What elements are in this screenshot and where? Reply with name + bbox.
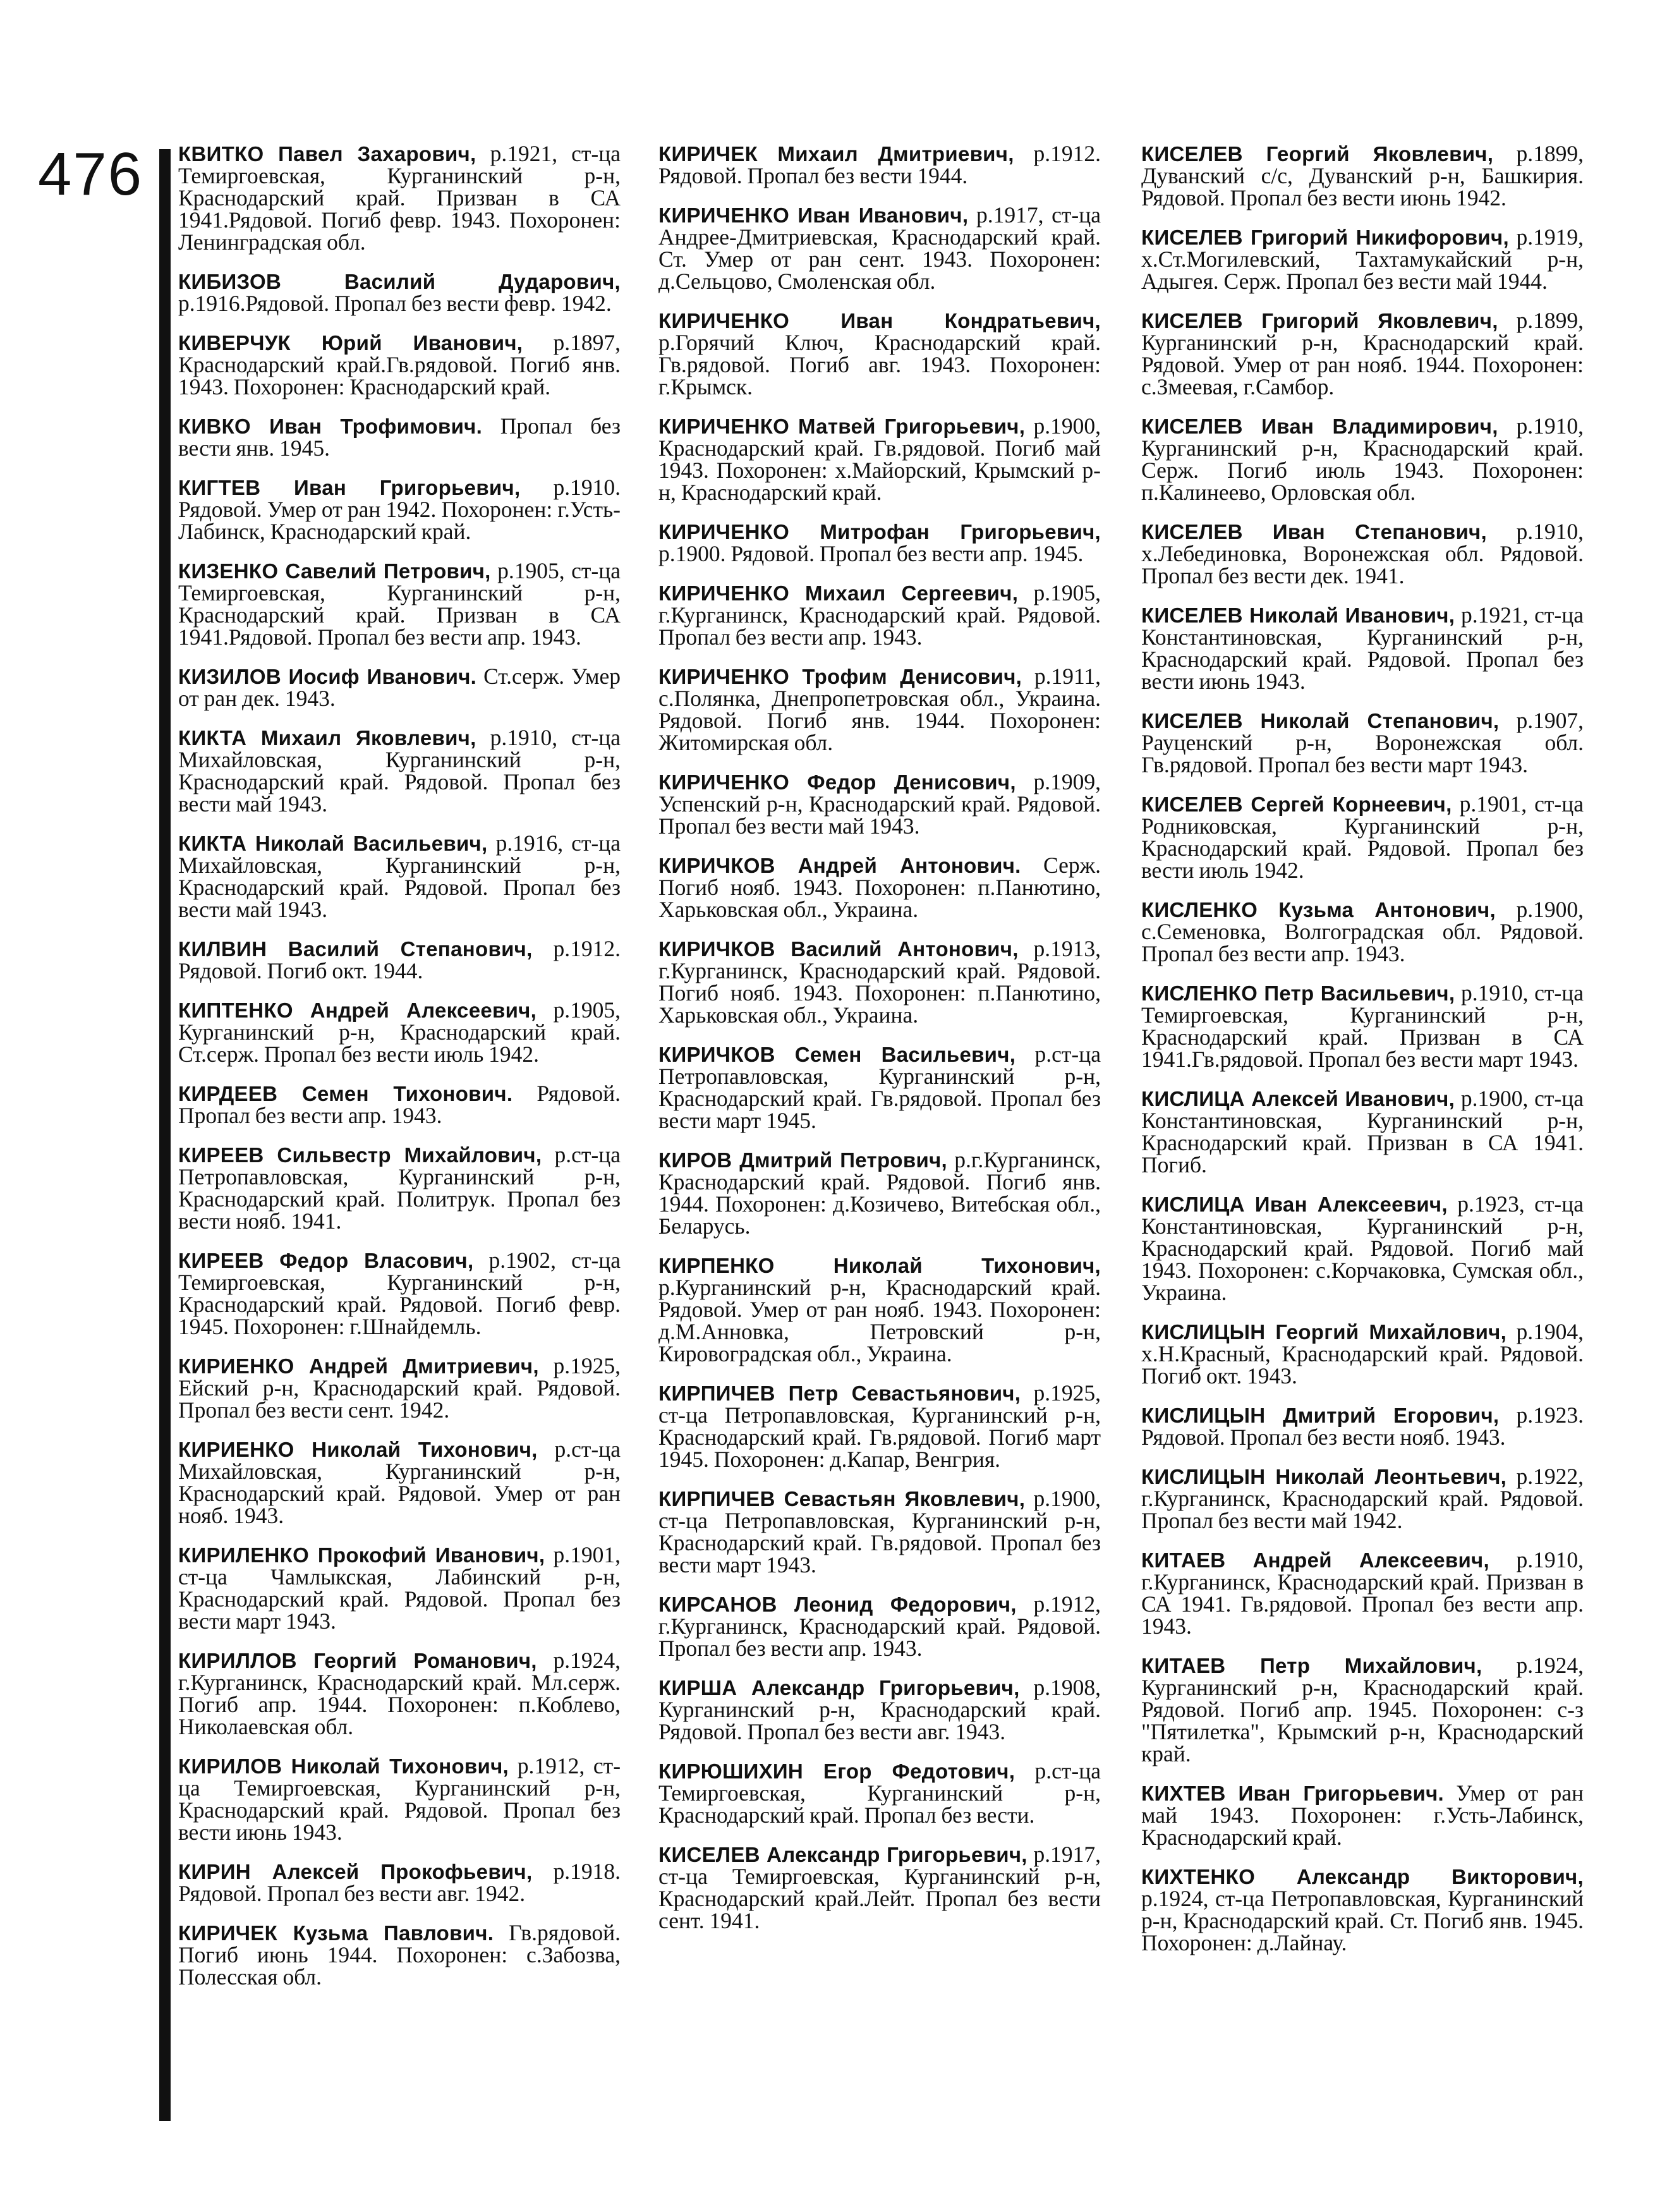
column-3	[1141, 143, 1584, 1971]
entry	[1141, 899, 1584, 965]
entry-text: р.1916, ст-ца Михайловская, Курганинский р-н, Краснодарский край. Рядовой. Пропал без вести май 1943.	[178, 830, 621, 922]
entry-text: р.1913, г.Курганинск, Краснодарский край. Рядовой. Погиб нояб. 1943. Похоронен: п.Панютино, Харьковская обл., Украина.	[658, 936, 1101, 1028]
page-number: 476	[38, 140, 143, 208]
entry	[178, 477, 621, 543]
entry-text: р.1910, ст-ца Михайловская, Курганинский р-н, Краснодарский край. Рядовой. Пропал без вести май 1943.	[178, 725, 621, 817]
entry-name: КИВКО Иван Трофимович.	[178, 415, 483, 438]
entry	[1141, 1404, 1584, 1449]
entry-text: Серж. Погиб нояб. 1943. Похоронен: п.Панютино, Харьковская обл., Украина.	[658, 853, 1101, 922]
entry	[658, 204, 1101, 293]
entry-text: р.1917, ст-ца Андрее-Дмитриевская, Краснодарский край. Ст. Умер от ран сент. 1943. Похоронен: д.Сельцово, Смоленская обл.	[658, 202, 1101, 294]
entry	[658, 143, 1101, 187]
entry-text: р.1904, х.Н.Красный, Краснодарский край. Рядовой. Погиб окт. 1943.	[1141, 1319, 1584, 1389]
entry-name: КИРИЧЕНКО Иван Кондратьевич,	[658, 309, 1101, 332]
entry	[658, 938, 1101, 1026]
entry-text: р.1924, ст-ца Петропавловская, Курганинский р-н, Краснодарский край. Ст. Погиб янв. 1945. Похоронен: д.Лайнау.	[1141, 1886, 1584, 1955]
entry	[178, 1249, 621, 1338]
entry	[1141, 604, 1584, 693]
entry	[658, 665, 1101, 754]
entry	[1141, 1466, 1584, 1532]
entry-name: КИРИЧКОВ Андрей Антонович.	[658, 854, 1021, 877]
entry-text: р.ст-ца Михайловская, Курганинский р-н, Краснодарский край. Рядовой. Умер от ран нояб. 1943.	[178, 1437, 621, 1528]
entry	[178, 665, 621, 710]
entry-name: КИРПЕНКО Николай Тихонович,	[658, 1254, 1101, 1277]
entry-name: КИРИЧКОВ Василий Антонович,	[658, 937, 1019, 961]
entry-text: р.1910, ст-ца Темиргоевская, Курганинский р-н, Краснодарский край. Призван в СА 1941.Гв.рядовой. Пропал без вести март 1943.	[1141, 980, 1584, 1072]
entry-name: КИСЕЛЕВ Николай Степанович,	[1141, 709, 1500, 732]
entry	[1141, 710, 1584, 776]
entry-text: р.1902, ст-ца Темиргоевская, Курганинский р-н, Краснодарский край. Рядовой. Погиб февр. 1945. Похоронен: г.Шнайдемль.	[178, 1248, 621, 1339]
entry	[178, 1438, 621, 1527]
entry-name: КИХТЕНКО Александр Викторович,	[1141, 1865, 1584, 1888]
entry-name: КИРЕЕВ Сильвестр Михайлович,	[178, 1143, 542, 1167]
entry-text: р.1918. Рядовой. Пропал без вести авг. 1942.	[178, 1859, 621, 1906]
entry-text: р.1925, Ейский р-н, Краснодарский край. Рядовой. Пропал без вести сент. 1942.	[178, 1353, 621, 1423]
entry-name: КИСЕЛЕВ Григорий Никифорович,	[1141, 226, 1509, 249]
entry-name: КИСЛИЦЫН Дмитрий Егорович,	[1141, 1404, 1500, 1427]
entry-text: р.1924, Курганинский р-н, Краснодарский край. Рядовой. Погиб апр. 1945. Похоронен: с-з "Пятилетка", Крымский р-н, Краснодарский край.	[1141, 1653, 1584, 1766]
entry	[1141, 1866, 1584, 1954]
entry-text: р.1897, Краснодарский край.Гв.рядовой. Погиб янв. 1943. Похоронен: Краснодарский край.	[178, 330, 621, 399]
entry-name: КИРДЕЕВ Семен Тихонович.	[178, 1082, 513, 1105]
entry-text: р.1916.Рядовой. Пропал без вести февр. 1942.	[178, 291, 612, 316]
entry-name: КИРИЛОВ Николай Тихонович,	[178, 1754, 509, 1778]
entry	[178, 727, 621, 815]
entry	[178, 1144, 621, 1232]
entry	[658, 771, 1101, 837]
entry-text: р.1912, г.Курганинск, Краснодарский край. Рядовой. Пропал без вести апр. 1943.	[658, 1591, 1101, 1661]
entry	[178, 415, 621, 459]
entry-text: р.г.Курганинск, Краснодарский край. Рядовой. Погиб янв. 1944. Похоронен: д.Козичево, Витебская обл., Беларусь.	[658, 1147, 1101, 1239]
entry-text: р.1912. Рядовой. Пропал без вести 1944.	[658, 141, 1101, 188]
entry-text: р.1908, Курганинский р-н, Краснодарский край. Рядовой. Пропал без вести авг. 1943.	[658, 1675, 1101, 1744]
entry-name: КИСЛИЦА Алексей Иванович,	[1141, 1087, 1455, 1110]
entry-name: КИСЕЛЕВ Иван Владимирович,	[1141, 415, 1498, 438]
entry-name: КИСЛИЦЫН Николай Леонтьевич,	[1141, 1465, 1507, 1488]
entry-text: р.1912. Рядовой. Погиб окт. 1944.	[178, 936, 621, 983]
entry-name: КИРИЧЕНКО Михаил Сергеевич,	[658, 581, 1019, 605]
entry-text: р.1900. Рядовой. Пропал без вести апр. 1945.	[658, 541, 1084, 566]
entry-text: р.1907, Рауценский р-н, Воронежская обл. Гв.рядовой. Пропал без вести март 1943.	[1141, 708, 1584, 777]
entry-name: КИЗИЛОВ Иосиф Иванович.	[178, 665, 477, 688]
entry-text: р.ст-ца Петропавловская, Курганинский р-н, Краснодарский край. Гв.рядовой. Пропал без вести март 1945.	[658, 1042, 1101, 1133]
entry-text: р.Курганинский р-н, Краснодарский край. Рядовой. Умер от ран нояб. 1943. Похоронен: д.М.Анновка, Петровский р-н, Кировоградская обл., Украина.	[658, 1275, 1101, 1366]
entry	[1141, 982, 1584, 1071]
entry	[658, 582, 1101, 648]
entry	[178, 1083, 621, 1127]
entry-name: КИРИЛЕНКО Прокофий Иванович,	[178, 1543, 545, 1567]
entry	[658, 1760, 1101, 1826]
entry	[658, 521, 1101, 565]
entry	[658, 1677, 1101, 1743]
entry-name: КИВЕРЧУК Юрий Иванович,	[178, 331, 523, 355]
entry-text: р.1900, ст-ца Петропавловская, Курганинский р-н, Краснодарский край. Гв.рядовой. Пропал без вести март 1943.	[658, 1486, 1101, 1577]
entry	[1141, 793, 1584, 882]
entry-name: КИЗЕНКО Савелий Петрович,	[178, 559, 491, 583]
entry	[1141, 1321, 1584, 1387]
entry-name: КИСЕЛЕВ Александр Григорьевич,	[658, 1843, 1028, 1866]
entry	[658, 1593, 1101, 1660]
entry-name: КИЛВИН Василий Степанович,	[178, 937, 533, 961]
entry	[658, 415, 1101, 504]
entry	[658, 1043, 1101, 1132]
entry-text: р.1919, х.Ст.Могилевский, Тахтамукайский р-н, Адыгея. Серж. Пропал без вести май 1944.	[1141, 224, 1584, 294]
entry	[178, 1650, 621, 1738]
entry	[658, 310, 1101, 398]
entry-text: р.1923. Рядовой. Пропал без вести нояб. 1943.	[1141, 1402, 1584, 1450]
entry-text: р.ст-ца Темиргоевская, Курганинский р-н, Краснодарский край. Пропал без вести.	[658, 1758, 1101, 1828]
entry-name: КИРИЧЕНКО Иван Иванович,	[658, 204, 969, 227]
entry-name: КИСЛЕНКО Кузьма Антонович,	[1141, 898, 1496, 921]
entry-name: КВИТКО Павел Захарович,	[178, 142, 476, 166]
entry-text: р.1922, г.Курганинск, Краснодарский край. Рядовой. Пропал без вести май 1942.	[1141, 1464, 1584, 1533]
entry-text: р.1924, г.Курганинск, Краснодарский край. Мл.серж. Погиб апр. 1944. Похоронен: п.Коблево, Николаевская обл.	[178, 1648, 621, 1739]
entry	[1141, 1655, 1584, 1765]
entry-text: р.Горячий Ключ, Краснодарский край. Гв.рядовой. Погиб авг. 1943. Похоронен: г.Крымск.	[658, 330, 1101, 399]
entry-name: КИКТА Михаил Яковлевич,	[178, 726, 476, 750]
entry	[178, 999, 621, 1066]
entry-name: КИРИЧЕНКО Трофим Денисович,	[658, 665, 1022, 688]
entry-name: КИГТЕВ Иван Григорьевич,	[178, 476, 521, 499]
entry-name: КИСЕЛЕВ Николай Иванович,	[1141, 604, 1455, 627]
entry-text: р.1917, ст-ца Темиргоевская, Курганинский р-н, Краснодарский край.Лейт. Пропал без вести сент. 1941.	[658, 1842, 1101, 1933]
entry-text: Рядовой. Пропал без вести апр. 1943.	[178, 1081, 621, 1128]
entry-text: р.1909, Успенский р-н, Краснодарский край. Рядовой. Пропал без вести май 1943.	[658, 769, 1101, 839]
entry	[658, 854, 1101, 921]
entry-name: КИРПИЧЕВ Севастьян Яковлевич,	[658, 1487, 1026, 1510]
entry	[1141, 1193, 1584, 1304]
entry-text: р.1905, г.Курганинск, Краснодарский край. Рядовой. Пропал без вести апр. 1943.	[658, 580, 1101, 650]
entry-text: р.1900, ст-ца Константиновская, Курганинский р-н, Краснодарский край. Призван в СА 1941. Погиб.	[1141, 1086, 1584, 1177]
column-1	[178, 143, 621, 2005]
entry-text: р.1910, г.Курганинск, Краснодарский край. Призван в СА 1941. Гв.рядовой. Пропал без вести апр. 1943.	[1141, 1547, 1584, 1639]
entry	[1141, 1782, 1584, 1849]
entry	[658, 1149, 1101, 1237]
entry-text: р.1899, Курганинский р-н, Краснодарский край. Рядовой. Умер от ран нояб. 1944. Похоронен: с.Змеевая, г.Самбор.	[1141, 308, 1584, 399]
entry	[178, 938, 621, 982]
entry-name: КИСЛЕНКО Петр Васильевич,	[1141, 981, 1455, 1005]
entry-text: Умер от ран май 1943. Похоронен: г.Усть-Лабинск, Краснодарский край.	[1141, 1780, 1584, 1850]
entry	[658, 1382, 1101, 1471]
entry	[178, 270, 621, 315]
entry-name: КИРША Александр Григорьевич,	[658, 1676, 1020, 1699]
entry-name: КИРИЕНКО Николай Тихонович,	[178, 1438, 538, 1461]
entry	[658, 1844, 1101, 1932]
entry	[178, 1355, 621, 1421]
entry-text: Пропал без вести янв. 1945.	[178, 413, 621, 461]
column-2	[658, 143, 1101, 1949]
entry-text: р.1900, Краснодарский край. Гв.рядовой. Погиб май 1943. Похоронен: х.Майорский, Крымский р-н, Краснодарский край.	[658, 413, 1101, 505]
entry-text: р.1912, ст-ца Темиргоевская, Курганинский р-н, Краснодарский край. Рядовой. Пропал без вести июнь 1943.	[178, 1753, 621, 1845]
entry-text: р.1905, ст-ца Темиргоевская, Курганинский р-н, Краснодарский край. Призван в СА 1941.Рядовой. Пропал без вести апр. 1943.	[178, 558, 621, 650]
entry	[1141, 521, 1584, 587]
left-margin-rule	[159, 149, 171, 2121]
entry-text: р.1923, ст-ца Константиновская, Курганинский р-н, Краснодарский край. Рядовой. Погиб май 1943. Похоронен: с.Корчаковка, Сумская обл., Украина.	[1141, 1191, 1584, 1305]
entry-text: Гв.рядовой. Погиб июнь 1944. Похоронен: с.Забозва, Полесская обл.	[178, 1920, 621, 1990]
entry-name: КИРПИЧЕВ Петр Севастьянович,	[658, 1382, 1021, 1405]
entry	[178, 1755, 621, 1844]
entry	[1141, 226, 1584, 293]
entry-name: КИПТЕНКО Андрей Алексеевич,	[178, 999, 537, 1022]
entry-name: КИКТА Николай Васильевич,	[178, 832, 488, 855]
entry-text: р.1905, Курганинский р-н, Краснодарский край. Ст.серж. Пропал без вести июль 1942.	[178, 997, 621, 1067]
entry-text: р.ст-ца Петропавловская, Курганинский р-н, Краснодарский край. Политрук. Пропал без вести нояб. 1941.	[178, 1142, 621, 1234]
entry-name: КИРИН Алексей Прокофьевич,	[178, 1860, 533, 1883]
entry-name: КИРИЧЕК Михаил Дмитриевич,	[658, 142, 1014, 166]
entry-text: р.1901, ст-ца Родниковская, Курганинский р-н, Краснодарский край. Рядовой. Пропал без вести июль 1942.	[1141, 791, 1584, 883]
entry-text: р.1900, с.Семеновка, Волгоградская обл. Рядовой. Пропал без вести апр. 1943.	[1141, 897, 1584, 966]
entry-text: Ст.серж. Умер от ран дек. 1943.	[178, 664, 621, 711]
entry	[178, 560, 621, 648]
entry-text: р.1911, с.Полянка, Днепропетровская обл., Украина. Рядовой. Погиб янв. 1944. Похоронен: Житомирская обл.	[658, 664, 1101, 755]
entry-text: р.1925, ст-ца Петропавловская, Курганинский р-н, Краснодарский край. Гв.рядовой. Погиб март 1945. Похоронен: д.Капар, Венгрия.	[658, 1380, 1101, 1472]
entry-name: КИСЕЛЕВ Георгий Яковлевич,	[1141, 142, 1494, 166]
entry	[658, 1255, 1101, 1365]
entry-text: р.1910. Рядовой. Умер от ран 1942. Похоронен: г.Усть-Лабинск, Краснодарский край.	[178, 475, 621, 544]
entry-name: КИРЕЕВ Федор Власович,	[178, 1249, 474, 1272]
entry-name: КИСЛИЦА Иван Алексеевич,	[1141, 1193, 1448, 1216]
entry	[658, 1488, 1101, 1576]
entry-name: КИТАЕВ Андрей Алексеевич,	[1141, 1548, 1489, 1572]
entry-name: КИТАЕВ Петр Михайлович,	[1141, 1654, 1482, 1677]
entry-name: КИСЕЛЕВ Сергей Корнеевич,	[1141, 793, 1452, 816]
entry-name: КИСЕЛЕВ Григорий Яковлевич,	[1141, 309, 1498, 332]
entry	[178, 832, 621, 921]
entry-name: КИБИЗОВ Василий Дударович,	[178, 270, 621, 293]
entry	[178, 1922, 621, 1988]
entry-name: КИРИЧКОВ Семен Васильевич,	[658, 1043, 1016, 1066]
entry-text: р.1901, ст-ца Чамлыкская, Лабинский р-н, Краснодарский край. Рядовой. Пропал без вести март 1943.	[178, 1542, 621, 1634]
entry-name: КИРСАНОВ Леонид Федорович,	[658, 1593, 1017, 1616]
entry-text: р.1910, Курганинский р-н, Краснодарский край. Серж. Погиб июль 1943. Похоронен: п.Калинеево, Орловская обл.	[1141, 413, 1584, 505]
entry-name: КИРОВ Дмитрий Петрович,	[658, 1148, 947, 1172]
entry-text: р.1910, х.Лебединовка, Воронежская обл. Рядовой. Пропал без вести дек. 1941.	[1141, 519, 1584, 588]
entry-name: КИРЮШИХИН Егор Федотович,	[658, 1759, 1015, 1783]
entry-text: р.1921, ст-ца Темиргоевская, Курганинский р-н, Краснодарский край. Призван в СА 1941.Рядовой. Погиб февр. 1943. Похоронен: Ленинградская обл.	[178, 141, 621, 255]
entry	[1141, 310, 1584, 398]
entry-name: КИРИЛЛОВ Георгий Романович,	[178, 1649, 537, 1672]
entry-name: КИРИЧЕНКО Митрофан Григорьевич,	[658, 520, 1101, 544]
entry-name: КИРИЧЕНКО Матвей Григорьевич,	[658, 415, 1026, 438]
entry	[178, 1861, 621, 1905]
entry	[178, 1544, 621, 1632]
entry-text: р.1899, Дуванский с/с, Дуванский р-н, Башкирия. Рядовой. Пропал без вести июнь 1942.	[1141, 141, 1584, 210]
entry	[178, 143, 621, 253]
entry-name: КИРИЧЕК Кузьма Павлович.	[178, 1921, 494, 1945]
entry-name: КИХТЕВ Иван Григорьевич.	[1141, 1782, 1445, 1805]
entry	[1141, 1549, 1584, 1638]
entry-name: КИРИЕНКО Андрей Дмитриевич,	[178, 1354, 539, 1378]
entry-name: КИСЕЛЕВ Иван Степанович,	[1141, 520, 1487, 544]
entry	[1141, 1088, 1584, 1176]
entry	[178, 332, 621, 398]
entry-name: КИРИЧЕНКО Федор Денисович,	[658, 770, 1016, 794]
entry	[1141, 143, 1584, 209]
entry-text: р.1921, ст-ца Константиновская, Курганинский р-н, Краснодарский край. Рядовой. Пропал без вести июнь 1943.	[1141, 602, 1584, 694]
entry	[1141, 415, 1584, 504]
entry-name: КИСЛИЦЫН Георгий Михайлович,	[1141, 1320, 1507, 1344]
